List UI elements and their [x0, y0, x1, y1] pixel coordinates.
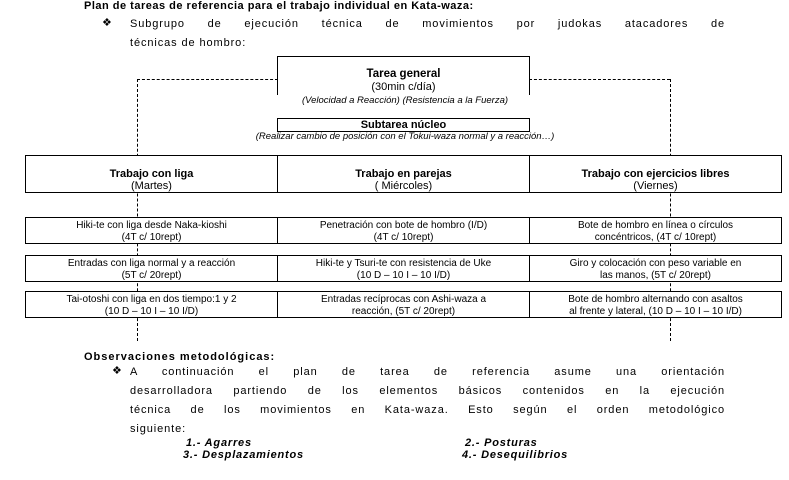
cell-line: (5T c/ 20rept): [121, 270, 182, 281]
table-cell: [277, 291, 530, 318]
observations-line-3: técnica de los movimientos en Kata-waza. Esto según el orden metodológico: [130, 404, 725, 416]
cell-line: Bote de hombro en línea o círculos: [577, 220, 734, 231]
column-title: Trabajo con ejercicios libres: [581, 168, 730, 180]
cell-line: Bote de hombro alternando con asaltos: [568, 294, 743, 305]
observations-title: Observaciones metodológicas:: [84, 351, 276, 363]
cell-line: (4T c/ 10rept): [121, 232, 182, 243]
observations-line-2: desarrolladora partiendo de los elementos básicos contenidos en la ejecución: [130, 385, 725, 397]
table-cell: [25, 291, 278, 318]
cell-line: (10 D – 10 I – 10 I/D): [104, 306, 199, 317]
method-item: 4.- Desequilibrios: [462, 449, 569, 461]
cell-line: Hiki-te y Tsuri-te con resistencia de Uke: [315, 258, 492, 269]
table-cell: [277, 255, 530, 282]
column-day: (Viernes): [633, 180, 678, 192]
dashed-connector-right: [529, 79, 670, 80]
cell-line: Hiki-te con liga desde Naka-kioshi: [76, 220, 227, 231]
cell-line: concéntricos, (4T c/ 10rept): [594, 232, 717, 243]
observations-line-4: siguiente:: [130, 423, 187, 435]
cell-line: Penetración con bote de hombro (I/D): [319, 220, 488, 231]
table-cell: [529, 291, 782, 318]
general-task-note: (Velocidad a Reacción) (Resistencia a la Fuerza): [140, 95, 670, 106]
column-header-libres: [529, 155, 782, 193]
table-cell: [25, 217, 278, 244]
table-cell: [277, 217, 530, 244]
subtitle-line-2: técnicas de hombro:: [130, 37, 247, 49]
general-task-duration: (30min c/día): [371, 81, 436, 93]
observations-line-1: A continuación el plan de tarea de referencia asume una orientación: [130, 366, 725, 378]
column-header-parejas: [277, 155, 530, 193]
diamond-bullet-icon: ❖: [112, 365, 122, 377]
general-task-title: Tarea general: [366, 68, 441, 80]
column-day: (Martes): [131, 180, 172, 192]
dashed-connector-left: [137, 79, 278, 80]
diamond-bullet-icon: ❖: [102, 17, 112, 29]
method-item: 1.- Agarres: [186, 437, 252, 449]
subtitle-line-1: Subgrupo de ejecución técnica de movimientos por judokas atacadores de: [130, 18, 725, 30]
table-cell: [529, 217, 782, 244]
column-header-liga: [25, 155, 278, 193]
cell-line: (10 D – 10 I – 10 I/D): [356, 270, 451, 281]
table-cell: [529, 255, 782, 282]
core-subtask-box: Subtarea núcleo: [277, 118, 530, 132]
cell-line: Entradas recíprocas con Ashi-waza a: [320, 294, 487, 305]
column-title: Trabajo con liga: [109, 168, 194, 180]
cell-line: Entradas con liga normal y a reacción: [67, 258, 236, 269]
general-task-box: [277, 56, 530, 96]
cell-line: reacción, (5T c/ 20rept): [351, 306, 456, 317]
core-subtask-note: (Realizar cambio de posición con el Tokui-waza normal y a reacción…): [255, 131, 555, 142]
column-day: ( Miércoles): [374, 180, 433, 192]
method-item: 2.- Posturas: [465, 437, 538, 449]
cell-line: al frente y lateral, (10 D – 10 I – 10 I/D): [569, 306, 742, 317]
cell-line: (4T c/ 10rept): [373, 232, 434, 243]
cell-line: Tai-otoshi con liga en dos tiempo:1 y 2: [66, 294, 237, 305]
table-cell: [25, 255, 278, 282]
cell-line: Giro y colocación con peso variable en: [569, 258, 742, 269]
page-heading: Plan de tareas de referencia para el trabajo individual en Kata-waza:: [84, 0, 474, 12]
method-item: 3.- Desplazamientos: [183, 449, 304, 461]
column-title: Trabajo en parejas: [355, 168, 452, 180]
cell-line: las manos, (5T c/ 20rept): [600, 270, 711, 281]
